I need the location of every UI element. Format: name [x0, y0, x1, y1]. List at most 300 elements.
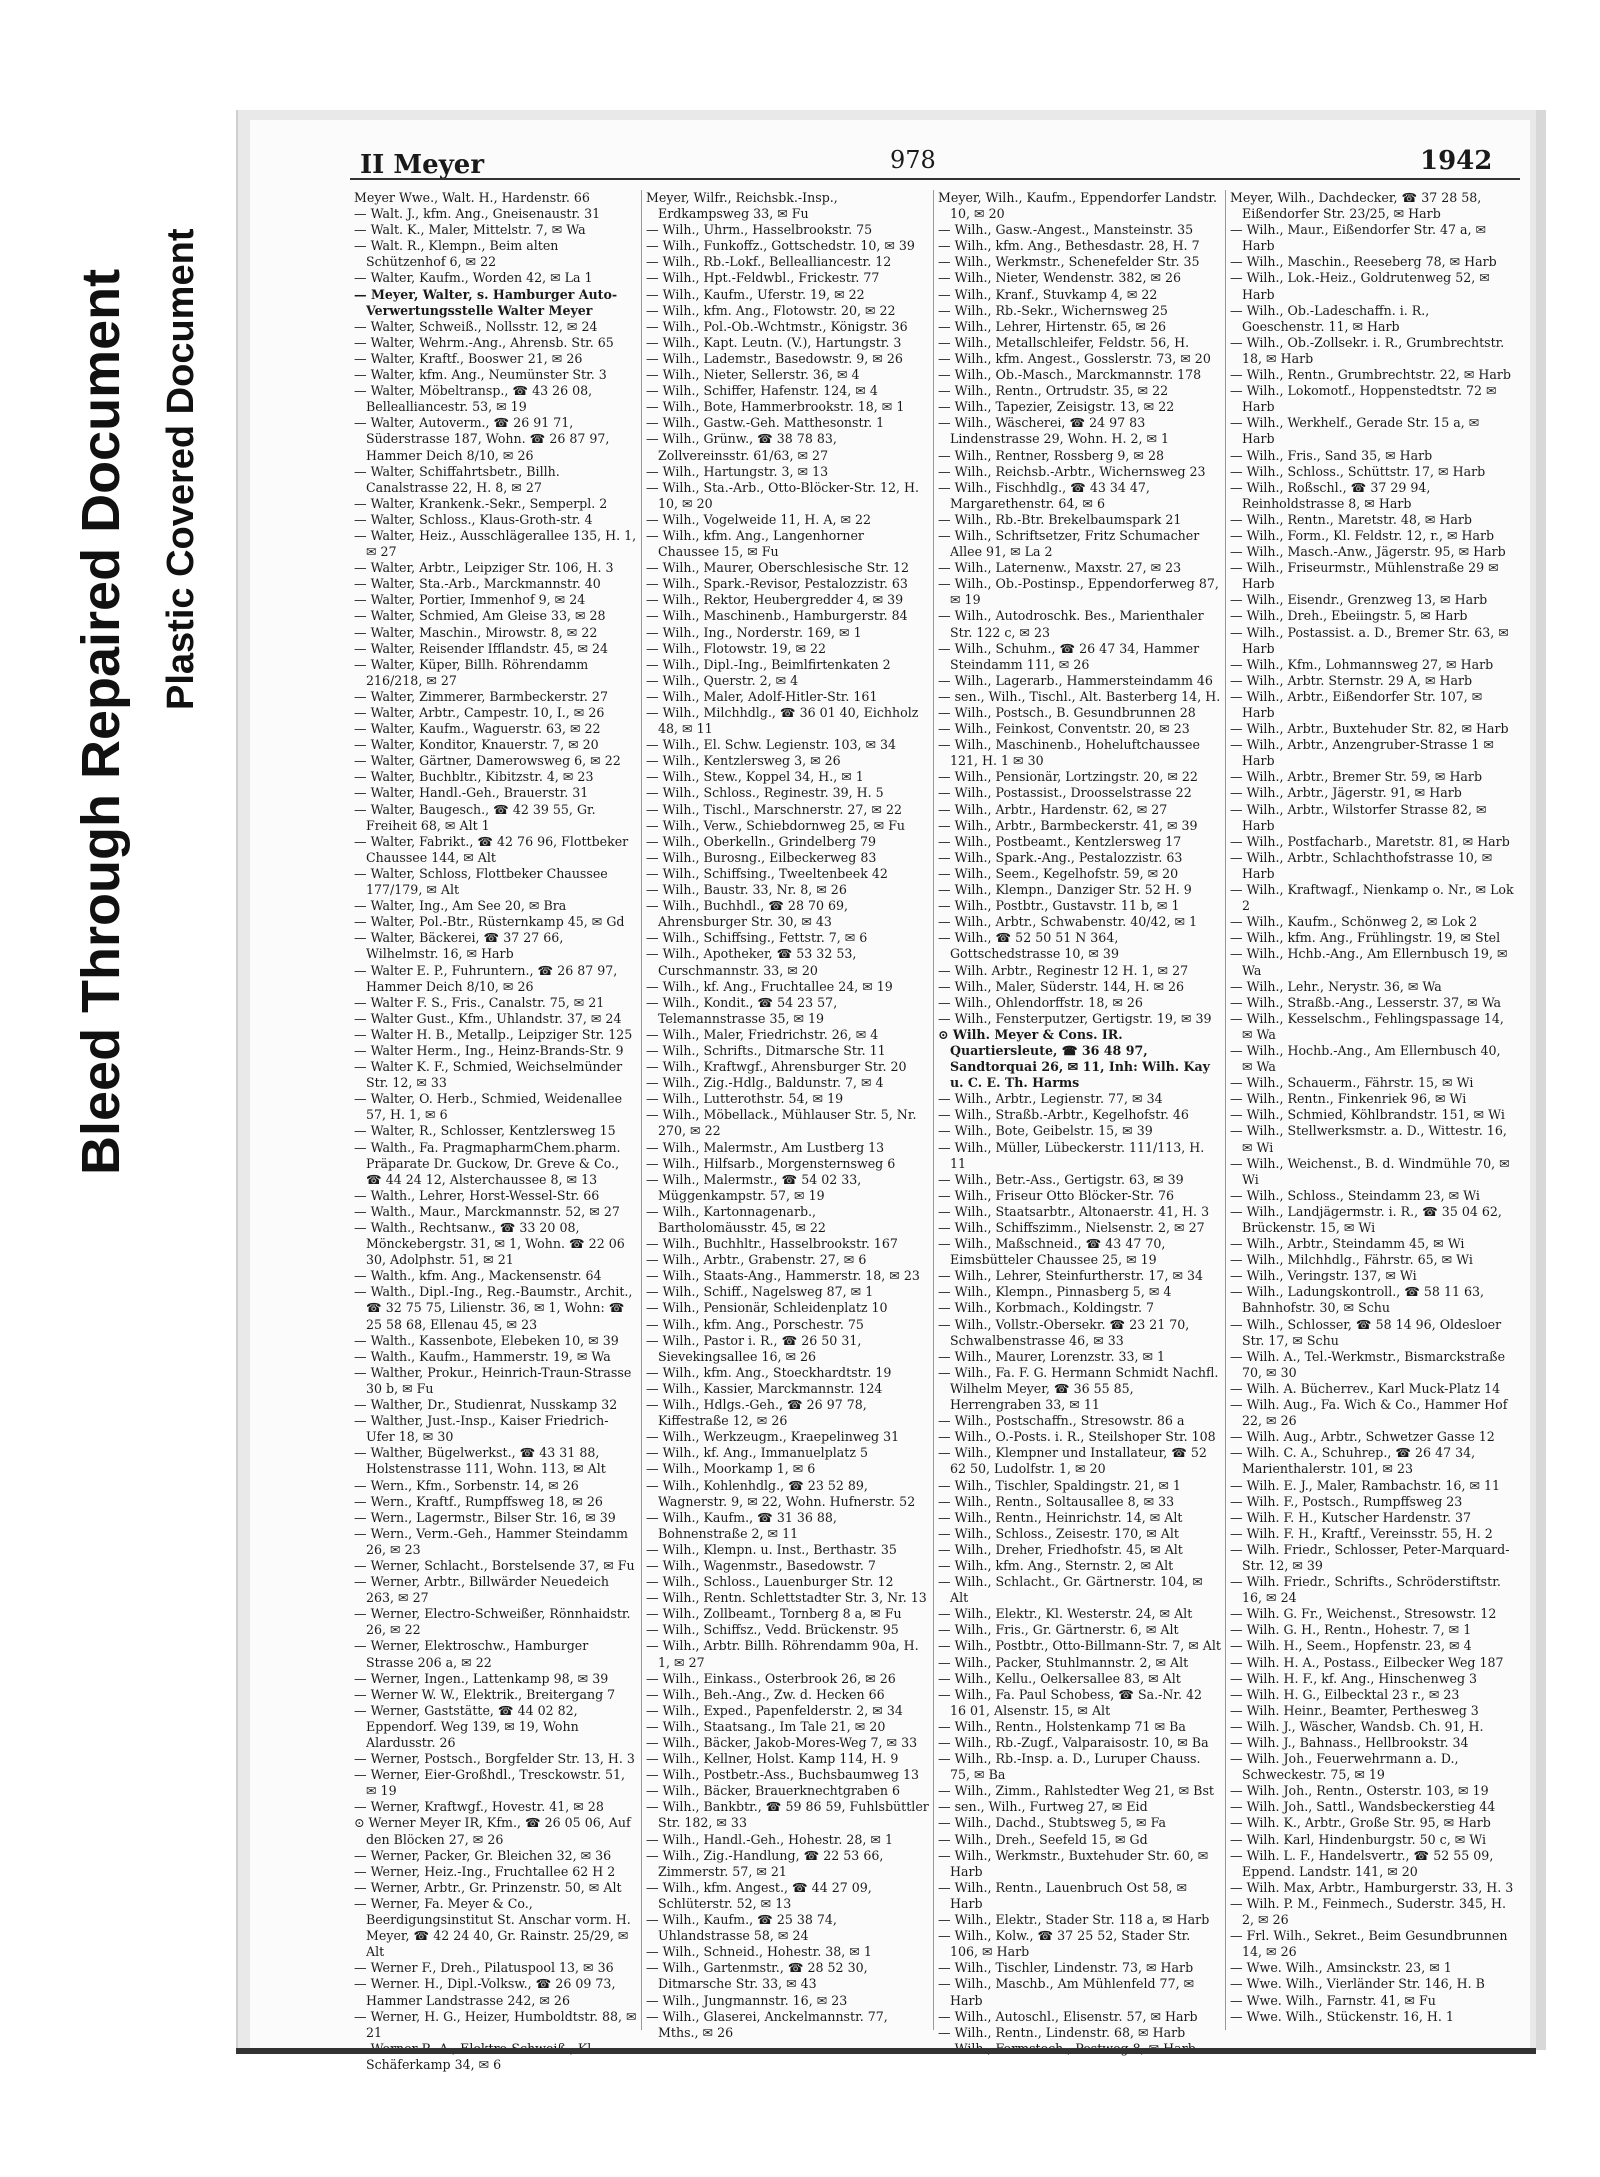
- directory-entry: — Werner, H. G., Heizer, Humboldtstr. 88, ✉ 21: [354, 2008, 637, 2040]
- column-3: [934, 190, 1226, 2040]
- directory-entry: — Wilh., Friseurmstr., Mühlenstraße 29 ✉ Harb: [1230, 560, 1499, 592]
- directory-entry: — Wilh., Metallschleifer, Feldstr. 56, H.: [938, 334, 1190, 350]
- directory-entry: — Wilh. Arbtr., Reginestr 12 H. 1, ✉ 27: [938, 962, 1189, 978]
- directory-entry: — Walter, Möbeltransp., ☎ 43 26 08, Bellealliancestr. 53, ✉ 19: [354, 383, 593, 415]
- directory-entry: — Wilh., Gasw.-Angest., Mansteinstr. 35: [938, 222, 1194, 238]
- directory-entry: — Werner, Fa. Meyer & Co., Beerdigungsinstitut St. Anschar vorm. H. Meyer, ☎ 42 24 40, Gr. Rainstr. 25/29, ✉ Alt: [354, 1895, 631, 1960]
- directory-entry: — Wilh., Ladungskontroll., ☎ 58 11 63, Bahnhofstr. 30, ✉ Schu: [1230, 1284, 1485, 1316]
- directory-entry: — Wilh., ☎ 52 50 51 N 364, Gottschedstrasse 10, ✉ 39: [938, 930, 1119, 962]
- directory-entry: — Walter, Schmied, Am Gleise 33, ✉ 28: [354, 608, 606, 624]
- directory-entry: — Wilh., Arbtr., Anzengruber-Strasse 1 ✉ Harb: [1230, 737, 1494, 769]
- directory-entry: Meyer, Wilfr., Reichsbk.-Insp., Erdkampsweg 33, ✉ Fu: [646, 190, 838, 222]
- directory-entry: — Walter, Fabrikt., ☎ 42 76 96, Flottbeker Chaussee 144, ✉ Alt: [354, 833, 629, 865]
- header-rule: [350, 178, 1520, 180]
- directory-entry: — Wilh., Weichenst., B. d. Windmühle 70, ✉ Wi: [1230, 1155, 1510, 1187]
- directory-entry: — Wilh., Staats-Ang., Hammerstr. 18, ✉ 23: [646, 1268, 920, 1284]
- directory-entry: — Wilh., Kranf., Stuvkamp 4, ✉ 22: [938, 286, 1158, 302]
- directory-entry: Meyer, Wilh., Dachdecker, ☎ 37 28 58, Eißendorfer Str. 23/25, ✉ Harb: [1230, 190, 1482, 222]
- directory-entry: — Walter E. P., Fuhruntern., ☎ 26 87 97, Hammer Deich 8/10, ✉ 26: [354, 962, 618, 994]
- directory-entry: — Wilh., Bote, Geibelstr. 15, ✉ 39: [938, 1123, 1153, 1139]
- directory-entry: — Wilh., Rentn., Holstenkamp 71 ✉ Ba: [938, 1718, 1186, 1734]
- directory-entry: — Werner, Heiz.-Ing., Fruchtallee 62 H 2: [354, 1863, 616, 1879]
- directory-entry: — Wilh., Fensterputzer, Gertigstr. 19, ✉ 39: [938, 1010, 1212, 1026]
- directory-entry: — Wilh., Rentn., Lauenbruch Ost 58, ✉ Harb: [938, 1879, 1188, 1911]
- directory-entry: — Wilh. K., Arbtr., Große Str. 95, ✉ Harb: [1230, 1815, 1491, 1831]
- directory-entry: — Wilh., Tapezier, Zeisigstr. 13, ✉ 22: [938, 399, 1175, 415]
- page-header: [250, 130, 1530, 178]
- directory-entry: — Wilh. Max, Arbtr., Hamburgerstr. 33, H. 3: [1230, 1879, 1514, 1895]
- directory-entry: — Walter, O. Herb., Schmied, Weidenallee 57, H. 1, ✉ 6: [354, 1091, 623, 1123]
- directory-entry: — Wilh., Form., Kl. Feldstr. 12, r., ✉ Harb: [1230, 527, 1495, 543]
- directory-entry: — Wwe. Wilh., Farnstr. 41, ✉ Fu: [1230, 1992, 1436, 2008]
- directory-entry: — Wilh., Schriftsetzer, Fritz Schumacher Allee 91, ✉ La 2: [938, 527, 1200, 560]
- directory-entry: — Wilh., Rb.-Insp. a. D., Luruper Chauss. 75, ✉ Ba: [938, 1751, 1201, 1783]
- directory-entry: — Wilh., Hochb.-Ang., Am Ellernbusch 40, ✉ Wa: [1230, 1042, 1501, 1075]
- directory-entry: — Wilh. H. F., kf. Ang., Hinschenweg 3: [1230, 1670, 1478, 1686]
- directory-entry: — Walter, Krankenk.-Sekr., Semperpl. 2: [354, 495, 608, 511]
- directory-entry: — Wilh., Fris., Gr. Gärtnerstr. 6, ✉ Alt: [938, 1622, 1179, 1638]
- directory-entry: — Wilh., Hilfsarb., Morgensternsweg 6: [646, 1155, 896, 1171]
- directory-entry: — Wilh., Lademstr., Basedowstr. 9, ✉ 26: [646, 350, 903, 366]
- directory-entry: — Wilh., Rentn. Schlettstadter Str. 3, Nr. 13: [646, 1590, 927, 1606]
- directory-entry: — Wilh. Karl, Hindenburgstr. 50 c, ✉ Wi: [1230, 1831, 1487, 1847]
- directory-entry: — Wilh., Maurer, Oberschlesische Str. 12: [646, 560, 910, 576]
- directory-entry: — Wilh., Maschin., Reeseberg 78, ✉ Harb: [1230, 254, 1497, 270]
- directory-entry: — Wilh., Feinkost, Conventstr. 20, ✉ 23: [938, 721, 1190, 737]
- directory-entry: — Wilh., kfm. Angest., Gosslerstr. 73, ✉ 20: [938, 350, 1211, 366]
- directory-entry: — Walther, Bügelwerkst., ☎ 43 31 88, Holstenstrasse 111, Wohn. 113, ✉ Alt: [354, 1445, 606, 1477]
- directory-entry: — Wilh., Glaserei, Anckelmannstr. 77, Mths., ✉ 26: [646, 2008, 888, 2040]
- directory-entry: — Wilh., Postassist., Droosselstrasse 22: [938, 785, 1192, 801]
- directory-entry: — Wilh., Autoschl., Elisenstr. 57, ✉ Harb: [938, 2008, 1198, 2024]
- directory-entry: — Wilh., Rentn., Soltausallee 8, ✉ 33: [938, 1493, 1175, 1509]
- directory-entry: — Walter, Baugesch., ☎ 42 39 55, Gr. Freiheit 68, ✉ Alt 1: [354, 801, 596, 833]
- directory-entry: — Wilh., Bankbtr., ☎ 59 86 59, Fuhlsbüttler Str. 182, ✉ 33: [646, 1799, 929, 1831]
- directory-entry: — Wilh., Fa. Paul Schobess, ☎ Sa.-Nr. 42 16 01, Alsenstr. 15, ✉ Alt: [938, 1686, 1203, 1718]
- directory-entry: — Wilh., Elektr., Kl. Westerstr. 24, ✉ Alt: [938, 1606, 1193, 1622]
- directory-entry: — Wilh., Spark.-Ang., Pestalozzistr. 63: [938, 849, 1183, 865]
- directory-entry: — Walter H. B., Metallp., Leipziger Str. 125: [354, 1026, 633, 1042]
- column-2: [642, 190, 934, 2040]
- directory-entry: — Wilh., kf. Ang., Immanuelplatz 5: [646, 1445, 869, 1461]
- directory-entry: — Wilh., Hchb.-Ang., Am Ellernbusch 19, ✉ Wa: [1230, 946, 1508, 978]
- directory-entry: — Walter F. S., Fris., Canalstr. 75, ✉ 21: [354, 994, 605, 1010]
- directory-entry: — Wilh., Klempn., Pinnasberg 5, ✉ 4: [938, 1284, 1172, 1300]
- directory-entry: — Walter, Arbtr., Campestr. 10, I., ✉ 26: [354, 705, 605, 720]
- directory-entry: — Wilh., Werkzeugm., Kraepelinweg 31: [646, 1429, 900, 1445]
- directory-entry: — Wilh., Maler, Süderstr. 144, H. ✉ 26: [938, 978, 1185, 994]
- directory-entry: — Wern., Lagermstr., Bilser Str. 16, ✉ 39: [354, 1509, 616, 1525]
- directory-entry: — Walter, Kaufm., Worden 42, ✉ La 1: [354, 270, 593, 286]
- directory-entry: — Wilh., kfm. Ang., Frühlingstr. 19, ✉ Stel: [1230, 930, 1501, 946]
- directory-entry: — Werner, Eier-Großhdl., Tresckowstr. 51, ✉ 19: [354, 1767, 626, 1799]
- directory-entry: — Wilh., Buchhltr., Hasselbrookstr. 167: [646, 1236, 898, 1252]
- directory-entry: — Wilh., Tischler, Lindenstr. 73, ✉ Harb: [938, 1960, 1194, 1976]
- directory-entry: — Walth., Maur., Marckmannstr. 52, ✉ 27: [354, 1203, 620, 1219]
- directory-entry: — Wilh., kfm. Ang., Porschestr. 75: [646, 1316, 864, 1332]
- directory-entry: — Walter, Kraftf., Booswег 21, ✉ 26: [354, 350, 583, 366]
- directory-entry: — Wilh., Stellwerksmstr. a. D., Wittestr. 16, ✉ Wi: [1230, 1123, 1507, 1155]
- directory-entry: — Walter, Schweiß., Nollsstr. 12, ✉ 24: [354, 318, 598, 334]
- directory-entry: — Wilh., Tischl., Marschnerstr. 27, ✉ 22: [646, 801, 903, 817]
- directory-entry: — Werner, Schlacht., Borstelsende 37, ✉ Fu: [354, 1557, 635, 1573]
- directory-entry: — Wilh., Postschaffn., Stresowstr. 86 a: [938, 1413, 1185, 1429]
- directory-entry: — Wilh., Friseur Otto Blöcker-Str. 76: [938, 1187, 1174, 1203]
- directory-entry: — Wilh., Kolw., ☎ 37 25 52, Stader Str. 106, ✉ Harb: [938, 1928, 1191, 1960]
- directory-entry: — Werner, Postsch., Borgfelder Str. 13, H. 3: [354, 1751, 635, 1767]
- plastic-covered-label: Plastic Covered Document: [160, 228, 202, 710]
- directory-entry: Schäferkamp 34, ✉ 6: [366, 2056, 502, 2072]
- directory-entry: — Wilh., Arbtr. Sternstr. 29 A, ✉ Harb: [1230, 672, 1473, 688]
- directory-entry: — Wilh., Postbtr., Gustavstr. 11 b, ✉ 1: [938, 898, 1180, 914]
- directory-entry: — Walth., Rechtsanw., ☎ 33 20 08, Mönckebergstr. 31, ✉ 1, Wohn. ☎ 22 06 30, Adolphstr. 51, ✉ 21: [354, 1220, 625, 1268]
- directory-entry: — Wilh., Stew., Koppel 34, H., ✉ 1: [646, 769, 864, 785]
- directory-entry: — Werner, Arbtr., Gr. Prinzenstr. 50, ✉ Alt: [354, 1879, 622, 1895]
- directory-entry: — Wilh. H. A., Postass., Eilbecker Weg 187: [1230, 1654, 1504, 1670]
- directory-entry: — Wilh., Kartonnagenarb., Bartholomäusstr. 45, ✉ 22: [646, 1203, 826, 1235]
- directory-entry: — Wern., Kfm., Sorbenstr. 14, ✉ 26: [354, 1477, 579, 1493]
- directory-entry: — Walter, Küper, Billh. Röhrendamm 216/218, ✉ 27: [354, 656, 589, 688]
- directory-entry: — Wilh., Pensionär, Schleidenplatz 10: [646, 1300, 888, 1316]
- directory-entry: — Wilh., Kondit., ☎ 54 23 57, Telemannstrasse 35, ✉ 19: [646, 994, 838, 1026]
- directory-entry: — Wilh. Joh., Feuerwehrmann a. D., Schweckestr. 75, ✉ 19: [1230, 1751, 1459, 1783]
- directory-entry: — Wilh., Schiff., Nagelsweg 87, ✉ 1: [646, 1284, 874, 1300]
- directory-entry: — Wilh., Arbtr., Grabenstr. 27, ✉ 6: [646, 1252, 867, 1268]
- directory-entry: — Wilh., Dreh., Ebeiingstr. 5, ✉ Harb: [1230, 608, 1468, 624]
- directory-entry: — Walter, R., Schlosser, Kentzlersweg 15: [354, 1123, 616, 1139]
- directory-entry: — Werner, Gaststätte, ☎ 44 02 82, Eppendorf. Weg 139, ✉ 19, Wohn Alardusstr. 26: [354, 1702, 579, 1750]
- directory-entry: — Walther, Just.-Insp., Kaiser Friedrich-Ufer 18, ✉ 30: [354, 1413, 609, 1445]
- directory-entry: — Wilh., Schrifts., Ditmarsche Str. 11: [646, 1042, 886, 1058]
- directory-entry: — Walter, Konditor, Knauerstr. 7, ✉ 20: [354, 737, 599, 753]
- page-bottom-edge: [236, 2048, 1536, 2054]
- directory-entry: — Wilh., Klempn., Danziger Str. 52 H. 9: [938, 882, 1192, 898]
- directory-entry: — Werner, Ingen., Lattenkamp 98, ✉ 39: [354, 1670, 609, 1686]
- directory-entry: — Werner F., Dreh., Pilatuspool 13, ✉ 36: [354, 1960, 614, 1976]
- directory-entry: — Walt. K., Maler, Mittelstr. 7, ✉ Wa: [354, 222, 586, 238]
- directory-entry: — Walter Herm., Ing., Heinz-Brands-Str. 9: [354, 1042, 624, 1058]
- directory-entry: — Werner, Elektroschw., Hamburger Strasse 206 a, ✉ 22: [354, 1638, 589, 1670]
- directory-entry: — Wilh. F., Postsch., Rumpffsweg 23: [1230, 1493, 1463, 1509]
- directory-entry: — Wilh. Heinr., Beamter, Perthesweg 3: [1230, 1702, 1479, 1718]
- directory-entry: — Wilh., Lehrer, Hirtenstr. 65, ✉ 26: [938, 318, 1166, 334]
- directory-entry: — Wilh., Arbtr., Barmbeckerstr. 41, ✉ 39: [938, 817, 1198, 833]
- directory-entry: — Wilh., Wäscherei, ☎ 24 97 83 Lindenstrasse 29, Wohn. H. 2, ✉ 1: [938, 415, 1170, 447]
- directory-entry: — Walter, Autoverm., ☎ 26 91 71, Süderstrasse 187, Wohn. ☎ 26 87 97, Hammer Deich 8/10, ✉ 26: [354, 415, 610, 463]
- directory-columns: [350, 190, 1522, 2072]
- directory-entry: — Walth., Kassenbote, Elebeken 10, ✉ 39: [354, 1332, 619, 1348]
- directory-entry: — Walter K. F., Schmied, Weichselmünder Str. 12, ✉ 33: [354, 1059, 623, 1091]
- directory-entry: — Wilh., Maurer, Lorenzstr. 33, ✉ 1: [938, 1348, 1166, 1364]
- directory-entry: — Wilh., Ob.-Masch., Marckmannstr. 178: [938, 367, 1202, 383]
- directory-entry: — Wilh., Kesselschm., Fehlingspassage 14, ✉ Wa: [1230, 1010, 1504, 1042]
- directory-entry: — Wilh., Flotowstr. 19, ✉ 22: [646, 640, 827, 656]
- directory-entry: — Wilh. H. G., Eilbecktal 23 r., ✉ 23: [1230, 1686, 1460, 1702]
- directory-entry: — Wilh., Arbtr., Schwabenstr. 40/42, ✉ 1: [938, 914, 1198, 930]
- directory-entry: — Wilh., Rentner, Rossberg 9, ✉ 28: [938, 447, 1164, 463]
- directory-entry: — Wilh. F. H., Kutscher Hardenstr. 37: [1230, 1509, 1472, 1525]
- directory-entry: — Wilh., Straßb.-Ang., Lesserstr. 37, ✉ Wa: [1230, 994, 1502, 1010]
- directory-entry: — Walter, Pol.-Btr., Rüsternkamp 45, ✉ Gd: [354, 914, 625, 930]
- directory-entry: — Wilh., Gastw.-Geh. Matthesonstr. 1: [646, 415, 885, 431]
- directory-entry: — Wilh., Eisendr., Grenzweg 13, ✉ Harb: [1230, 592, 1488, 608]
- directory-entry: — Wilh., Dreh., Seefeld 15, ✉ Gd: [938, 1831, 1148, 1847]
- directory-entry: — Wilh., Seem., Kegelhofstr. 59, ✉ 20: [938, 865, 1179, 881]
- directory-entry: — Wilh., Lagerarb., Hammersteindamm 46: [938, 672, 1213, 688]
- directory-entry: — Wilh., Ohlendorffstr. 18, ✉ 26: [938, 994, 1143, 1010]
- directory-entry: — Wilh., Gartenmstr., ☎ 28 52 30, Ditmarsche Str. 33, ✉ 43: [646, 1960, 868, 1992]
- directory-entry: — Wilh., Sta.-Arb., Otto-Blöcker-Str. 12, H. 10, ✉ 20: [646, 479, 920, 511]
- directory-entry: — Wilh., Pensionär, Lortzingstr. 20, ✉ 22: [938, 769, 1198, 785]
- directory-entry: — Walter, Zimmerer, Barmbeckerstr. 27: [354, 688, 608, 704]
- directory-entry: — Wilh., Masch.-Anw., Jägerstr. 95, ✉ Harb: [1230, 544, 1506, 560]
- directory-entry: — Wwe. Wilh., Vierländer Str. 146, H. B: [1230, 1976, 1485, 1992]
- directory-entry: — Wilh., Fris., Sand 35, ✉ Harb: [1230, 447, 1433, 463]
- directory-entry: — Wilh., Schloss., Reginestr. 39, H. 5: [646, 785, 884, 801]
- directory-entry: — Wilh., kfm. Ang., Flotowstr. 20, ✉ 22: [646, 302, 896, 318]
- directory-entry: — Walth., Lehrer, Horst-Wessel-Str. 66: [354, 1187, 600, 1203]
- directory-entry: — Wilh., Elektr., Stader Str. 118 a, ✉ Harb: [938, 1912, 1210, 1928]
- directory-entry: — Wilh. A. Bücherrev., Karl Muck-Platz 14: [1230, 1380, 1501, 1396]
- directory-entry: — Wern., Kraftf., Rumpffsweg 18, ✉ 26: [354, 1493, 603, 1509]
- directory-entry: — Wilh., Lehrer, Steinfurtherstr. 17, ✉ 34: [938, 1268, 1204, 1284]
- directory-entry: — Wilh., Maßschneid., ☎ 43 47 70, Eimsbütteler Chaussee 25, ✉ 19: [938, 1236, 1166, 1268]
- directory-entry: — Wilh., Pol.-Ob.-Wchtmstr., Königstr. 36: [646, 318, 908, 334]
- directory-entry: — sen., Wilh., Tischl., Alt. Basterberg 14, H.: [938, 688, 1221, 704]
- directory-entry: — Walter, Portier, Immenhof 9, ✉ 24: [354, 592, 586, 608]
- directory-entry: — Wilh., Handl.-Geh., Hohestr. 28, ✉ 1: [646, 1831, 893, 1847]
- directory-entry: ⊙ Wilh. Meyer & Cons. IR. Quartiersleute, ☎ 36 48 97, Sandtorquai 26, ✉ 11, Inh: Wilh. Kay u. C. E. Th. Harms: [938, 1026, 1210, 1091]
- directory-entry: — Wilh., Ob.-Zollsekr. i. R., Grumbrechtstr. 18, ✉ Harb: [1230, 334, 1505, 366]
- directory-entry: — Wilh., Baustr. 33, Nr. 8, ✉ 26: [646, 882, 847, 898]
- directory-entry: — Walter, Maschin., Mirowstr. 8, ✉ 22: [354, 624, 598, 640]
- page-number: 978: [890, 146, 936, 174]
- directory-entry: — Wilh., Zig.-Handlung, ☎ 22 53 66, Zimmerstr. 57, ✉ 21: [646, 1847, 884, 1879]
- directory-entry: — Walth., Fa. PragmapharmChem.pharm. Präparate Dr. Guckow, Dr. Greve & Co., ☎ 44 24 12, Alsterchaussee 8, ✉ 13: [354, 1139, 621, 1187]
- directory-entry: — Wilh., Verw., Schiebdornweg 25, ✉ Fu: [646, 817, 906, 833]
- directory-entry: — Wilh., kfm. Ang., Sternstr. 2, ✉ Alt: [938, 1557, 1174, 1573]
- directory-entry: — Wilh., Müller, Lübeckerstr. 111/113, H. 11: [938, 1139, 1205, 1171]
- directory-entry: — Wilh., Landjägermstr. i. R., ☎ 35 04 62, Brückenstr. 15, ✉ Wi: [1230, 1203, 1502, 1235]
- directory-entry: — Wilh., kfm. Ang., Langenhorner Chaussee 15, ✉ Fu: [646, 527, 864, 560]
- directory-entry: — Wilh., Zollbeamt., Tornberg 8 a, ✉ Fu: [646, 1606, 902, 1622]
- directory-entry: — Wilh., Bäcker, Jakob-Mores-Weg 7, ✉ 33: [646, 1735, 918, 1750]
- directory-entry: — Wilh. G. Fr., Weichenst., Stresowstr. 12: [1230, 1606, 1497, 1622]
- directory-entry: — Wilh., Schiffsz., Vedd. Brückenstr. 95: [646, 1622, 899, 1638]
- directory-entry: — Wilh., Arbtr., Wilstorfer Strasse 82, ✉ Harb: [1230, 801, 1487, 833]
- directory-entry: — Wilh., Kohlenhdlg., ☎ 23 52 89, Wagnerstr. 9, ✉ 22, Wohn. Hufnerstr. 52: [646, 1477, 916, 1509]
- directory-entry: — Wilh., Malermstr., ☎ 54 02 33, Müggenkampstr. 57, ✉ 19: [646, 1171, 862, 1203]
- directory-entry: — Wilh., Arbtr., Buxtehuder Str. 82, ✉ Harb: [1230, 721, 1509, 737]
- directory-entry: — Wilh., Hdlgs.-Geh., ☎ 26 97 78, Kiffestraße 12, ✉ 26: [646, 1397, 867, 1429]
- directory-entry: — Wilh. Joh., Sattl., Wandsbeckerstieg 44: [1230, 1799, 1496, 1815]
- directory-entry: — Walter, Heiz., Ausschlägerallee 135, H. 1, ✉ 27: [354, 527, 637, 560]
- directory-entry: — Wilh., Arbtr., Eißendorfer Str. 107, ✉ Harb: [1230, 688, 1483, 720]
- directory-entry: — Wilh., Lokomotf., Hoppenstedtstr. 72 ✉ Harb: [1230, 383, 1497, 415]
- directory-entry: — sen., Wilh., Furtweg 27, ✉ Eid: [938, 1799, 1148, 1815]
- directory-entry: — Wilh., Schloss., Zeisestr. 170, ✉ Alt: [938, 1525, 1179, 1541]
- directory-entry: — Wilh., Schauerm., Fährstr. 15, ✉ Wi: [1230, 1075, 1474, 1091]
- directory-entry: — Wilh., Dipl.-Ing., Beimlfirtenkaten 2: [646, 656, 891, 672]
- directory-entry: — Wilh., Maschinenb., Hoheluftchaussee 121, H. 1 ✉ 30: [938, 737, 1200, 769]
- directory-entry: — Wilh., Maler, Friedrichstr. 26, ✉ 4: [646, 1026, 879, 1042]
- directory-entry: — Wilh., Postassist. a. D., Bremer Str. 63, ✉ Harb: [1230, 624, 1509, 656]
- directory-entry: — Wilh. J., Wäscher, Wandsb. Ch. 91, H.: [1230, 1718, 1484, 1734]
- directory-entry: — Wilh., Klempner und Installateur, ☎ 52 62 50, Ludolfstr. 1, ✉ 20: [938, 1445, 1207, 1477]
- directory-entry: — Wilh. Friedr., Schlosser, Peter-Marquard-Str. 12, ✉ 39: [1230, 1541, 1510, 1573]
- directory-entry: — Walter, Kaufm., Waguerstr. 63, ✉ 22: [354, 721, 601, 737]
- directory-entry: — Wilh., Kapt. Leutn. (V.), Hartungstr. 3: [646, 334, 902, 350]
- directory-entry: — Wern., Verm.-Geh., Hammer Steindamm 26, ✉ 23: [354, 1525, 628, 1557]
- directory-entry: — Wilh., Hpt.-Feldwbl., Frickestr. 77: [646, 270, 880, 286]
- year-label: 1942: [1420, 146, 1493, 176]
- directory-entry: — Wilh., Vogelweide 11, H. A, ✉ 22: [646, 511, 872, 527]
- directory-entry: — Wilh., Rb.-Zugf., Valparaisostr. 10, ✉ Ba: [938, 1735, 1209, 1750]
- directory-entry: — Wilh. F. H., Kraftf., Vereinsstr. 55, H. 2: [1230, 1525, 1493, 1541]
- directory-entry: — Wilh., Schmied, Köhlbrandstr. 151, ✉ Wi: [1230, 1107, 1505, 1123]
- directory-entry: — Wilh., Arbtr., Legienstr. 77, ✉ 34: [938, 1091, 1163, 1107]
- directory-entry: — Wilh., Werkmstr., Schenefelder Str. 35: [938, 254, 1200, 270]
- directory-entry: Meyer Wwe., Walt. H., Hardenstr. 66: [354, 190, 590, 205]
- directory-entry: — Wilh., Rentn., Lindenstr. 68, ✉ Harb: [938, 2024, 1186, 2040]
- directory-entry: — Wilh., Nieter, Wendenstr. 382, ✉ 26: [938, 270, 1182, 286]
- directory-entry: — Wilh., Kaufm., ☎ 25 38 74, Uhlandstrasse 58, ✉ 24: [646, 1912, 837, 1944]
- directory-entry: — Wilh., Betr.-Ass., Gertigstr. 63, ✉ 39: [938, 1171, 1184, 1187]
- directory-entry: — Wilh., Jungmannstr. 16, ✉ 23: [646, 1992, 848, 2008]
- directory-entry: — Walth., Dipl.-Ing., Reg.-Baumstr., Archit., ☎ 32 75 75, Lilienstr. 36, ✉ 1, Wohn: ☎ 25 58 68, Ellenau 45, ✉ 23: [354, 1284, 633, 1332]
- directory-entry: — Wilh., Packer, Stuhlmannstr. 2, ✉ Alt: [938, 1654, 1189, 1670]
- directory-entry: — Wilh., Schiffsing., Fettstr. 7, ✉ 6: [646, 930, 868, 946]
- directory-entry: — Wilh. Friedr., Schrifts., Schröderstiftstr. 16, ✉ 24: [1230, 1574, 1501, 1606]
- directory-entry: — Wilh., Bäcker, Brauerknechtgraben 6: [646, 1783, 901, 1799]
- directory-entry: — Wilh., Schloss., Schüttstr. 17, ✉ Harb: [1230, 463, 1486, 479]
- directory-entry: — Walter, Arbtr., Leipziger Str. 106, H. 3: [354, 560, 614, 576]
- directory-entry: — Wilh., Rentn., Finkenriek 96, ✉ Wi: [1230, 1091, 1467, 1107]
- sidebar-labels: [0, 0, 240, 2177]
- directory-entry: — Wilh., Reichsb.-Arbtr., Wichernsweg 23: [938, 463, 1206, 479]
- directory-entry: — Wilh., Postbeamt., Kentzlersweg 17: [938, 833, 1182, 849]
- directory-entry: — Wilh., Arbtr., Schlachthofstrasse 10, ✉ Harb: [1230, 849, 1493, 881]
- directory-entry: — Walter, Schiffahrtsbetr., Billh. Canalstrasse 22, H. 8, ✉ 27: [354, 463, 560, 495]
- directory-entry: — Wilh., Klempn. u. Inst., Berthastr. 35: [646, 1541, 897, 1557]
- directory-entry: — Wilh., Fa. F. G. Hermann Schmidt Nachfl. Wilhelm Meyer, ☎ 36 55 85, Herrengraben 33, ✉ 11: [938, 1364, 1219, 1413]
- directory-entry: — Walth., kfm. Ang., Mackensenstr. 64: [354, 1268, 602, 1284]
- directory-entry: — Wilh., Lehr., Nerystr. 36, ✉ Wa: [1230, 978, 1442, 994]
- directory-entry: — Wwe. Wilh., Amsinckstr. 23, ✉ 1: [1230, 1960, 1452, 1976]
- directory-entry: — Wilh., Ing., Norderstr. 169, ✉ 1: [646, 624, 862, 640]
- directory-entry: — Wilh., Spark.-Revisor, Pestalozzistr. 63: [646, 576, 908, 592]
- directory-entry: — Wilh., Ob.-Postinsp., Eppendorferweg 87, ✉ 19: [938, 576, 1219, 608]
- directory-entry: — Wilh., Schiffer, Hafenstr. 124, ✉ 4: [646, 383, 878, 399]
- directory-entry: — Wilh., Beh.-Ang., Zw. d. Hecken 66: [646, 1686, 885, 1702]
- directory-entry: — Walt. J., kfm. Ang., Gneisenaustr. 31: [354, 206, 601, 222]
- directory-entry: — Wwe. Wilh., Stückenstr. 16, H. 1: [1230, 2008, 1454, 2024]
- directory-entry: — Wilh., Dachd., Stubtsweg 5, ✉ Fa: [938, 1815, 1166, 1831]
- directory-entry: — Wilh., Staatsang., Im Tale 21, ✉ 20: [646, 1718, 886, 1734]
- directory-entry: — Wilh., Werkhelf., Gerade Str. 15 a, ✉ Harb: [1230, 415, 1480, 447]
- directory-entry: — Wilh., Uhrm., Hasselbrookstr. 75: [646, 222, 873, 238]
- directory-entry: — Wilh., Tischler, Spaldingstr. 21, ✉ 1: [938, 1477, 1181, 1493]
- directory-entry: — Wilh., Einkass., Osterbrook 26, ✉ 26: [646, 1670, 896, 1686]
- directory-entry: — Wilh., Exped., Papenfelderstr. 2, ✉ 34: [646, 1702, 903, 1718]
- directory-entry: — Wilh., Pastor i. R., ☎ 26 50 31, Sievekingsallee 16, ✉ 26: [646, 1332, 862, 1364]
- directory-entry: — Wilh., Moorkamp 1, ✉ 6: [646, 1461, 816, 1477]
- directory-entry: — Wilh. P. M., Feinmech., Suderstr. 345, H. 2, ✉ 26: [1230, 1895, 1507, 1928]
- directory-entry: — Wilh. E. J., Maler, Rambachstr. 16, ✉ 11: [1230, 1477, 1501, 1493]
- directory-entry: — Wilh., Schneid., Hohestr. 38, ✉ 1: [646, 1944, 872, 1960]
- directory-entry: — Wilh., Kaufm., Uferstr. 19, ✉ 22: [646, 286, 865, 302]
- directory-entry: — Wilh., Kentzlersweg 3, ✉ 26: [646, 753, 841, 769]
- directory-entry: — Walter, Wehrm.-Ang., Ahrensb. Str. 65: [354, 334, 614, 350]
- directory-entry: — Werner, Arbtr., Billwärder Neuedeich 263, ✉ 27: [354, 1574, 610, 1606]
- directory-entry: — Wilh., Ob.-Ladeschaffn. i. R., Goeschenstr. 11, ✉ Harb: [1230, 302, 1430, 334]
- directory-entry: — Walter Gust., Kfm., Uhlandstr. 37, ✉ 24: [354, 1010, 622, 1026]
- directory-entry: — Wilh., Schlosser, ☎ 58 14 96, Oldesloer Str. 17, ✉ Schu: [1230, 1316, 1502, 1348]
- directory-entry: — Wilh., Arbtr. Billh. Röhrendamm 90a, H. 1, ✉ 27: [646, 1638, 919, 1670]
- directory-entry: — Wilh. G. H., Rentn., Hohestr. 7, ✉ 1: [1230, 1622, 1472, 1638]
- directory-entry: — Walther, Prokur., Heinrich-Traun-Strasse 30 b, ✉ Fu: [354, 1364, 632, 1396]
- directory-entry: — Wilh., kf. Ang., Fruchtallee 24, ✉ 19: [646, 978, 893, 994]
- directory-entry: — Wilh., Werkmstr., Buxtehuder Str. 60, ✉ Harb: [938, 1847, 1209, 1879]
- directory-entry: — Wilh., Staatsarbtr., Altonaerstr. 41, H. 3: [938, 1203, 1210, 1219]
- directory-entry: — Wilh., Vollstr.-Obersekr. ☎ 23 21 70, Schwalbenstrasse 46, ✉ 33: [938, 1316, 1190, 1348]
- directory-entry: — Wilh., Kfm., Lohmannsweg 27, ✉ Harb: [1230, 656, 1494, 672]
- directory-entry: — Walter, Schloss, Flottbeker Chaussee 177/179, ✉ Alt: [354, 865, 608, 898]
- directory-entry: Meyer, Wilh., Kaufm., Eppendorfer Landstr. 10, ✉ 20: [938, 190, 1217, 222]
- page-edge-strip: [1536, 110, 1546, 2050]
- directory-entry: — Wilh., Arbtr., Steindamm 45, ✉ Wi: [1230, 1236, 1465, 1252]
- directory-entry: — Walter, Handl.-Geh., Brauerstr. 31: [354, 785, 589, 801]
- directory-entry: — Wilh., Rb.-Btr. Brekelbaumspark 21: [938, 511, 1182, 527]
- directory-entry: — Wilh. A., Tel.-Werkmstr., Bismarckstraße 70, ✉ 30: [1230, 1348, 1506, 1380]
- directory-entry: — Wilh., Straßb.-Arbtr., Kegelhofstr. 46: [938, 1107, 1189, 1123]
- directory-entry: — Wilh., Schiffsing., Tweeltenbeek 42: [646, 865, 888, 881]
- directory-entry: — Wilh., Nieter, Sellerstr. 36, ✉ 4: [646, 367, 860, 383]
- directory-entry: — Wilh., Lok.-Heiz., Goldrutenweg 52, ✉ Harb: [1230, 270, 1490, 302]
- directory-entry: — Wilh., Schloss., Lauenburger Str. 12: [646, 1574, 894, 1590]
- directory-entry: — Werner, Packer, Gr. Bleichen 32, ✉ 36: [354, 1847, 612, 1863]
- directory-entry: — Wilh. L. F., Handelsvertr., ☎ 52 55 09, Eppend. Landstr. 141, ✉ 20: [1230, 1847, 1494, 1879]
- directory-entry: — Wilh., Fischhdlg., ☎ 43 34 47, Margarethenstr. 64, ✉ 6: [938, 479, 1150, 511]
- directory-entry: — Walth., Kaufm., Hammerstr. 19, ✉ Wa: [354, 1348, 611, 1364]
- directory-entry: — Wilh., Grünw., ☎ 38 78 83, Zollvereinsstr. 61/63, ✉ 27: [646, 431, 837, 463]
- directory-entry: — Wilh., Rentn., Maretstr. 48, ✉ Harb: [1230, 511, 1472, 527]
- directory-entry: — Wilh., El. Schw. Legienstr. 103, ✉ 34: [646, 737, 897, 753]
- directory-entry: — Wilh., Milchhdlg., Fährstr. 65, ✉ Wi: [1230, 1252, 1473, 1268]
- directory-page: [250, 120, 1530, 2072]
- directory-entry: — Wilh., kfm. Ang., Bethesdastr. 28, H. 7: [938, 238, 1200, 254]
- column-4: [1226, 190, 1518, 2030]
- directory-entry: — Wilh., Rentn., Heinrichstr. 14, ✉ Alt: [938, 1509, 1183, 1525]
- directory-entry: — Wilh., Milchhdlg., ☎ 36 01 40, Eichholz 48, ✉ 11: [646, 705, 919, 737]
- directory-entry: — Walter, Reisender Ifflandstr. 45, ✉ 24: [354, 640, 609, 656]
- directory-entry: — Wilh. J., Bahnass., Hellbrookstr. 34: [1230, 1735, 1469, 1750]
- directory-entry: — Wilh., Lutterothstr. 54, ✉ 19: [646, 1091, 844, 1107]
- directory-entry: — Wilh., Möbellack., Mühlauser Str. 5, Nr. 270, ✉ 22: [646, 1107, 917, 1139]
- directory-entry: — Wilh. Joh., Rentn., Osterstr. 103, ✉ 19: [1230, 1783, 1489, 1799]
- directory-entry: — Walter, Sta.-Arb., Marckmannstr. 40: [354, 576, 601, 592]
- directory-entry: — Wilh., kfm. Ang., Stoeckhardtstr. 19: [646, 1364, 892, 1380]
- directory-entry: — Walter, Schloss., Klaus-Groth-str. 4: [354, 511, 593, 527]
- directory-entry: — Walther, Dr., Studienrat, Nusskamp 32: [354, 1397, 618, 1413]
- directory-entry: — Werner, Kraftwgf., Hovestr. 41, ✉ 28: [354, 1799, 604, 1815]
- directory-entry: — Wilh., Postfacharb., Maretstr. 81, ✉ Harb: [1230, 833, 1510, 849]
- directory-entry: — Wilh., Kellner, Holst. Kamp 114, H. 9: [646, 1751, 899, 1767]
- directory-entry: — Wilh., kfm. Angest., ☎ 44 27 09, Schlüterstr. 52, ✉ 13: [646, 1879, 872, 1911]
- directory-entry: — Wilh. C. A., Schuhrep., ☎ 26 47 34, Marienthalerstr. 101, ✉ 23: [1230, 1445, 1476, 1477]
- directory-entry: — Wilh., Autodroschk. Bes., Marienthaler Str. 122 c, ✉ 23: [938, 608, 1204, 640]
- directory-entry: — Wilh., Querstr. 2, ✉ 4: [646, 672, 799, 688]
